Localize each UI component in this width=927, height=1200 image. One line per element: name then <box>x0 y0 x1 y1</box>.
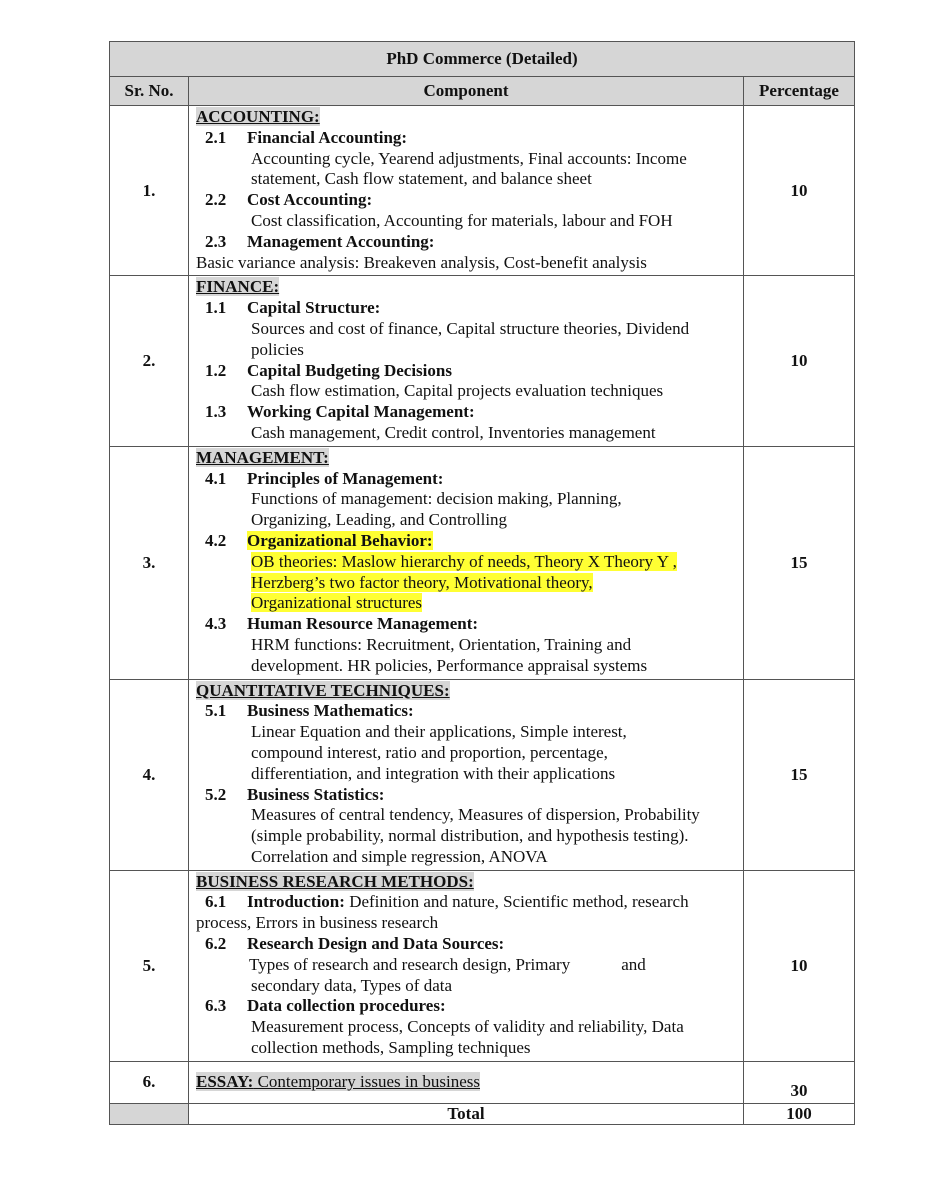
component-cell <box>189 679 744 870</box>
section-title: ACCOUNTING: <box>196 107 320 126</box>
subsection-desc <box>196 552 739 573</box>
section-title: BUSINESS RESEARCH METHODS: <box>196 871 474 891</box>
subsection-desc: Measurement process, Concepts of validity and reliability, Data <box>251 1017 684 1037</box>
percentage-cell: 15 <box>744 679 855 870</box>
section-title: QUANTITATIVE TECHNIQUES: <box>196 680 450 700</box>
subsection-heading: 5.1 Business Mathematics: <box>205 701 414 721</box>
highlighted-text: Organizational Behavior: <box>247 530 433 550</box>
subsection-heading: 1.1 Capital Structure: <box>205 298 381 318</box>
subsection-heading: 4.2 Organizational Behavior: <box>205 530 433 550</box>
subsection-heading: 1.2 Capital Budgeting Decisions <box>205 360 452 380</box>
subsection-desc <box>196 573 739 594</box>
subsection-heading: 2.1 Financial Accounting: <box>205 127 408 147</box>
component-cell <box>189 276 744 446</box>
subsection-desc: Linear Equation and their applications, Simple interest, <box>251 722 627 742</box>
subsection-desc: HRM functions: Recruitment, Orientation, Training and <box>251 634 632 654</box>
subsection-desc: Organizing, Leading, and Controlling <box>251 510 508 530</box>
percentage-cell: 10 <box>744 106 855 276</box>
subsection-desc: collection methods, Sampling techniques <box>251 1038 531 1058</box>
subsection-desc: compound interest, ratio and proportion, percentage, <box>251 742 608 762</box>
total-value: 100 <box>744 1103 855 1124</box>
percentage-cell: 15 <box>744 446 855 679</box>
percentage-cell: 10 <box>744 870 855 1061</box>
highlighted-text: Organizational structures <box>251 593 423 613</box>
component-cell <box>189 446 744 679</box>
table-row <box>110 870 855 1061</box>
subsection-heading: 6.3 Data collection procedures: <box>205 996 446 1016</box>
highlighted-text: Herzberg’s two factor theory, Motivational theory, <box>251 572 593 592</box>
header-component: Component <box>189 77 744 106</box>
subsection-desc: Basic variance analysis: Breakeven analysis, Cost-benefit analysis <box>196 252 647 272</box>
header-percentage: Percentage <box>744 77 855 106</box>
subsection-desc: process, Errors in business research <box>196 913 439 933</box>
sr-no-cell: 2. <box>110 276 189 446</box>
component-cell <box>189 1061 744 1103</box>
sr-no-cell: 6. <box>110 1061 189 1103</box>
sr-no-cell: 1. <box>110 106 189 276</box>
header-sr-no: Sr. No. <box>110 77 189 106</box>
subsection-desc: Accounting cycle, Yearend adjustments, Final accounts: Income <box>251 148 687 168</box>
sr-no-cell: 3. <box>110 446 189 679</box>
section-title: FINANCE: <box>196 277 280 297</box>
subsection-heading: 4.3 Human Resource Management: <box>205 614 479 634</box>
subsection-desc: development. HR policies, Performance appraisal systems <box>251 655 648 675</box>
subsection-desc: Cost classification, Accounting for materials, labour and FOH <box>251 210 673 230</box>
syllabus-table <box>109 41 855 1125</box>
subsection-desc: Functions of management: decision making, Planning, <box>251 489 622 509</box>
subsection-desc: statement, Cash flow statement, and balance sheet <box>251 169 592 189</box>
subsection-desc: Cash management, Credit control, Inventories management <box>251 422 656 442</box>
subsection-desc <box>196 593 739 614</box>
subsection-desc: Types of research and research design, Primary and <box>249 954 646 974</box>
total-blank-cell <box>110 1103 189 1124</box>
subsection-desc: (simple probability, normal distribution, and hypothesis testing). <box>251 826 689 846</box>
subsection-desc: secondary data, Types of data <box>251 975 453 995</box>
header-row <box>110 77 855 106</box>
subsection-heading: 6.2 Research Design and Data Sources: <box>205 934 505 954</box>
subsection-heading: 5.2 Business Statistics: <box>205 784 385 804</box>
percentage-cell: 10 <box>744 276 855 446</box>
title-row <box>110 42 855 77</box>
subsection-heading: 2.2 Cost Accounting: <box>205 190 373 210</box>
table-row <box>110 446 855 679</box>
subsection-heading: 1.3 Working Capital Management: <box>205 402 475 422</box>
highlighted-text: OB theories: Maslow hierarchy of needs, Theory X Theory Y , <box>251 551 677 571</box>
total-label: Total <box>189 1103 744 1124</box>
subsection-desc: Measures of central tendency, Measures of dispersion, Probability <box>251 805 700 825</box>
component-cell <box>189 870 744 1061</box>
subsection-inline: 6.1 Introduction: Definition and nature, Scientific method, research <box>205 892 689 912</box>
subsection-heading: 4.1 Principles of Management: <box>205 468 444 488</box>
sr-no-cell: 4. <box>110 679 189 870</box>
subsection-desc: Correlation and simple regression, ANOVA <box>251 846 548 866</box>
essay-heading: ESSAY: Contemporary issues in business <box>196 1071 480 1091</box>
sr-no-cell: 5. <box>110 870 189 1061</box>
subsection-desc: differentiation, and integration with their applications <box>251 763 616 783</box>
table-row <box>110 106 855 276</box>
subsection-desc: Sources and cost of finance, Capital structure theories, Dividend <box>251 318 690 338</box>
percentage-cell: 30 <box>744 1061 855 1103</box>
table-row <box>110 1061 855 1103</box>
section-title: MANAGEMENT: <box>196 447 329 467</box>
subsection-heading: 2.3 Management Accounting: <box>205 231 435 251</box>
table-row <box>110 276 855 446</box>
table-row <box>110 679 855 870</box>
component-cell <box>189 106 744 276</box>
subsection-desc: policies <box>251 339 304 359</box>
subsection-desc: Cash flow estimation, Capital projects evaluation techniques <box>251 381 664 401</box>
table-title: PhD Commerce (Detailed) <box>110 42 855 77</box>
total-row <box>110 1103 855 1124</box>
